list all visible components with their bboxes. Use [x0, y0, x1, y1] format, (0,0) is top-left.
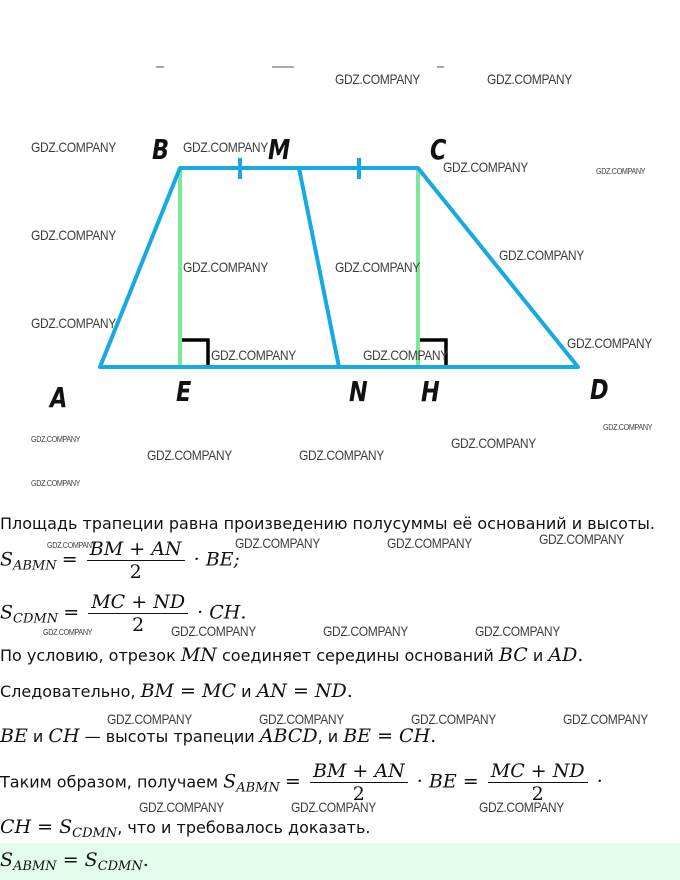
vertex-label-a: A	[50, 381, 68, 414]
watermark: GDZ.COMPANY	[47, 541, 97, 550]
vertex-label-h: H	[421, 375, 440, 408]
watermark: GDZ.COMPANY	[596, 167, 646, 176]
watermark: GDZ.COMPANY	[323, 623, 408, 639]
watermark: GDZ.COMPANY	[443, 159, 528, 175]
watermark: GDZ.COMPANY	[107, 711, 192, 727]
solution-line-8: CH = $S_{CDMN}$, что и требовалось доказать.	[0, 816, 371, 841]
watermark: GDZ.COMPANY	[43, 628, 93, 637]
watermark: GDZ.COMPANY	[363, 347, 448, 363]
answer-box	[0, 843, 680, 880]
watermark: GDZ.COMPANY	[235, 535, 320, 551]
watermark: GDZ.COMPANY	[139, 799, 224, 815]
answer-formula: $S_{ABMN} = S_{CDMN}$.	[0, 849, 149, 874]
vertex-label-e: E	[176, 375, 192, 408]
solution-line-6: BE и CH — высоты трапеции ABCD, и BE = CH.	[0, 725, 437, 747]
watermark: GDZ.COMPANY	[299, 447, 384, 463]
formula-summary: Таким образом, получаем $S_{ABMN}$ = $\frac{BM + AN}{2}$ · BE = $\frac{MC + ND}{2}$ ·	[0, 760, 603, 805]
watermark: GDZ.COMPANY	[183, 259, 268, 275]
solution-line-1: Площадь трапеции равна произведению полусуммы её оснований и высоты.	[0, 514, 655, 533]
watermark: GDZ.COMPANY	[31, 435, 81, 444]
watermark: GDZ.COMPANY	[567, 335, 652, 351]
watermark: GDZ.COMPANY	[335, 71, 420, 87]
watermark: GDZ.COMPANY	[31, 139, 116, 155]
watermark: GDZ.COMPANY	[451, 435, 536, 451]
formula-abmn: $S_{ABMN}$ = $\frac{BM + AN}{2}$ · BE;	[0, 538, 240, 583]
watermark: GDZ.COMPANY	[31, 315, 116, 331]
solution-line-4: По условию, отрезок MN соединяет середины оснований BC и AD.	[0, 644, 584, 666]
vertex-label-c: C	[430, 133, 447, 166]
watermark: GDZ.COMPANY	[171, 623, 256, 639]
watermark: GDZ.COMPANY	[475, 623, 560, 639]
vertex-label-d: D	[590, 373, 609, 406]
watermark: GDZ.COMPANY	[563, 711, 648, 727]
watermark: GDZ.COMPANY	[183, 139, 268, 155]
watermark: GDZ.COMPANY	[387, 535, 472, 551]
watermark: GDZ.COMPANY	[603, 423, 653, 432]
watermark: GDZ.COMPANY	[147, 447, 232, 463]
watermark: GDZ.COMPANY	[211, 347, 296, 363]
vertex-label-n: N	[349, 375, 368, 408]
watermark: GDZ.COMPANY	[411, 711, 496, 727]
right-angle-e	[182, 340, 208, 366]
watermark: GDZ.COMPANY	[487, 71, 572, 87]
watermark: GDZ.COMPANY	[291, 799, 376, 815]
solution-line-5: Следовательно, BM = MC и AN = ND.	[0, 680, 353, 702]
segment-mn	[299, 168, 339, 367]
watermark: GDZ.COMPANY	[259, 711, 344, 727]
vertex-label-m: M	[268, 133, 291, 166]
watermark: GDZ.COMPANY	[31, 479, 81, 488]
watermark: GDZ.COMPANY	[499, 247, 584, 263]
watermark: GDZ.COMPANY	[31, 227, 116, 243]
formula-cdmn: $S_{CDMN}$ = $\frac{MC + ND}{2}$ · CH.	[0, 591, 247, 636]
vertex-label-b: B	[152, 133, 170, 166]
watermark: GDZ.COMPANY	[335, 259, 420, 275]
watermark: GDZ.COMPANY	[539, 531, 624, 547]
watermark: GDZ.COMPANY	[479, 799, 564, 815]
